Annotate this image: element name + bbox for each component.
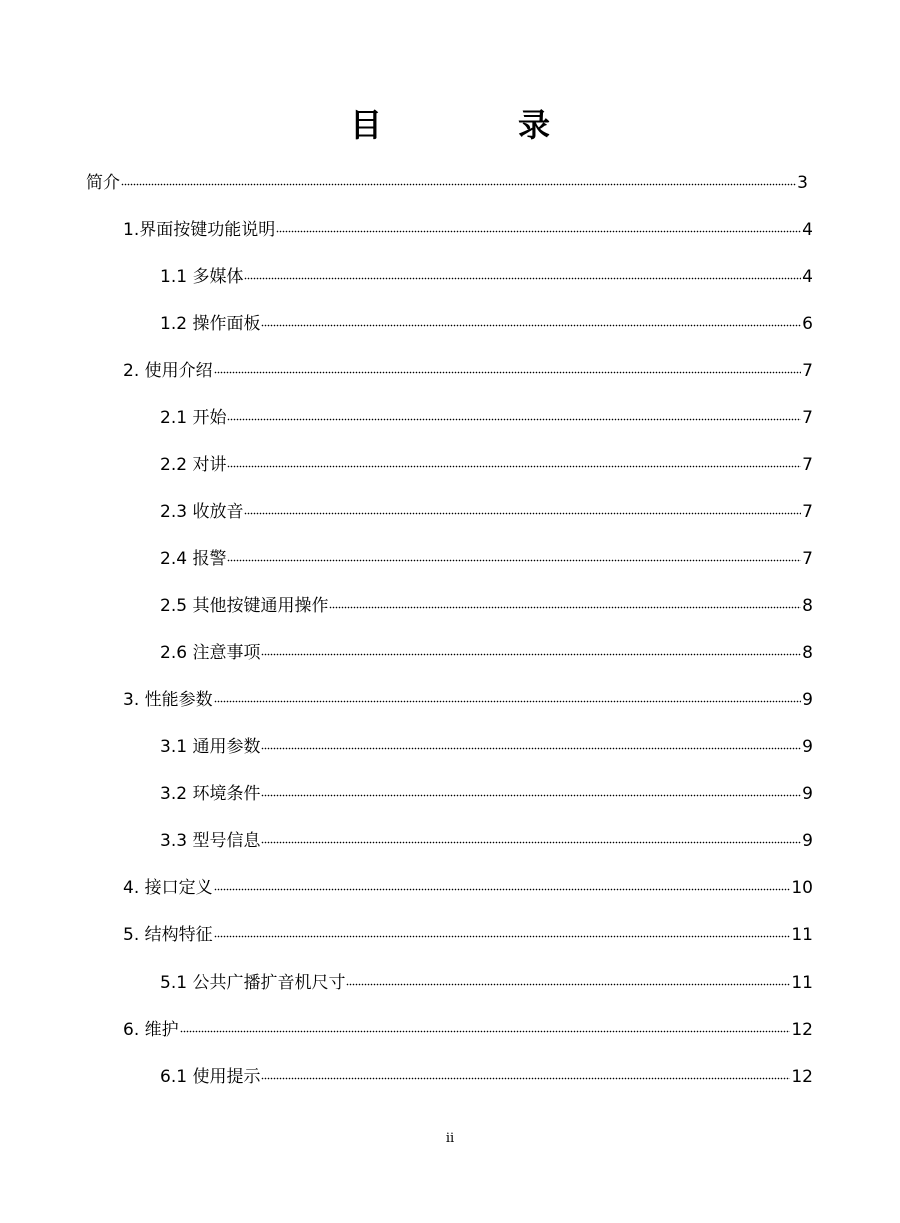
- toc-entry-page: 9: [802, 784, 813, 804]
- toc-entry[interactable]: [160, 301, 813, 348]
- toc-leader-dots: [214, 875, 791, 895]
- toc-leader-dots: [214, 358, 802, 378]
- toc-entry-page: 7: [802, 455, 813, 475]
- toc-entry-label: 3.2 环境条件: [160, 784, 261, 804]
- toc-entry-label: 6.1 使用提示: [160, 1067, 261, 1087]
- toc-leader-dots: [244, 264, 801, 284]
- toc-entry-page: 8: [802, 596, 813, 616]
- toc-entry-page: 6: [802, 314, 813, 334]
- toc-entry-label: 5.1 公共广播扩音机尺寸: [160, 973, 346, 993]
- page-number: ii: [445, 1131, 455, 1146]
- toc-leader-dots: [261, 734, 801, 754]
- toc-entry-page: 4: [802, 267, 813, 287]
- toc-entry-label: 1.1 多媒体: [160, 267, 244, 287]
- toc-entry-page: 8: [802, 643, 813, 663]
- toc-entry[interactable]: [123, 1007, 813, 1054]
- toc-entry[interactable]: [160, 771, 813, 818]
- toc-entry-page: 7: [802, 549, 813, 569]
- toc-entry[interactable]: [160, 536, 813, 583]
- toc-entry-page: 12: [791, 1020, 813, 1040]
- toc-entry-label: 3.1 通用参数: [160, 737, 261, 757]
- toc-leader-dots: [227, 452, 801, 472]
- toc-entry[interactable]: [123, 865, 813, 912]
- toc-entry[interactable]: [123, 207, 813, 254]
- toc-entry-page: 4: [802, 220, 813, 240]
- toc-entry-page: 9: [802, 737, 813, 757]
- toc-entry-page: 12: [791, 1067, 813, 1087]
- toc-entry-label: 1.2 操作面板: [160, 314, 261, 334]
- toc-entry-label: 简介: [86, 173, 120, 193]
- toc-entry-label: 4. 接口定义: [123, 878, 213, 898]
- toc-entry[interactable]: [86, 160, 808, 207]
- toc-entry-label: 2. 使用介绍: [123, 361, 213, 381]
- toc-entry-page: 10: [791, 878, 813, 898]
- toc-leader-dots: [261, 640, 801, 660]
- toc-entry[interactable]: [160, 630, 813, 677]
- toc-leader-dots: [180, 1017, 791, 1037]
- toc-entry[interactable]: [123, 348, 813, 395]
- toc-entry-label: 3. 性能参数: [123, 690, 213, 710]
- toc-entry-page: 7: [802, 408, 813, 428]
- toc-leader-dots: [261, 1064, 790, 1084]
- toc-entry[interactable]: [160, 724, 813, 771]
- toc-entry[interactable]: [160, 1054, 813, 1101]
- toc-entry-page: 9: [802, 831, 813, 851]
- toc-entry-page: 7: [802, 502, 813, 522]
- toc-leader-dots: [261, 781, 801, 801]
- toc-leader-dots: [276, 217, 801, 237]
- toc-entry[interactable]: [160, 442, 813, 489]
- toc-leader-dots: [214, 922, 791, 942]
- toc-entry[interactable]: [123, 677, 813, 724]
- toc-entry-page: 3: [797, 173, 808, 193]
- toc-leader-dots: [346, 970, 790, 990]
- toc-entry-label: 2.4 报警: [160, 549, 227, 569]
- toc-entry[interactable]: [160, 395, 813, 442]
- toc-entry-label: 2.5 其他按键通用操作: [160, 596, 329, 616]
- toc-entry-label: 2.1 开始: [160, 408, 227, 428]
- page-title: 目 录: [349, 106, 602, 144]
- toc-leader-dots: [227, 546, 801, 566]
- toc-entry[interactable]: [123, 912, 813, 959]
- toc-entry-page: 9: [802, 690, 813, 710]
- toc-leader-dots: [121, 170, 796, 190]
- toc-entry[interactable]: [160, 489, 813, 536]
- toc-entry-label: 5. 结构特征: [123, 925, 213, 945]
- toc-entry[interactable]: [160, 818, 813, 865]
- toc-entry[interactable]: [160, 583, 813, 630]
- toc-entry-label: 3.3 型号信息: [160, 831, 261, 851]
- toc-entry-page: 7: [802, 361, 813, 381]
- toc-entry-label: 6. 维护: [123, 1020, 179, 1040]
- toc-leader-dots: [329, 593, 801, 613]
- toc-entry-label: 2.2 对讲: [160, 455, 227, 475]
- toc-leader-dots: [214, 687, 802, 707]
- toc-entry-label: 2.6 注意事项: [160, 643, 261, 663]
- toc-leader-dots: [261, 311, 801, 331]
- toc-entry-page: 11: [791, 925, 813, 945]
- toc-leader-dots: [261, 828, 801, 848]
- toc-entry[interactable]: [160, 254, 813, 301]
- toc-leader-dots: [244, 499, 801, 519]
- toc-leader-dots: [227, 405, 801, 425]
- toc-entry[interactable]: [160, 960, 813, 1007]
- toc-entry-label: 2.3 收放音: [160, 502, 244, 522]
- toc-entry-page: 11: [791, 973, 813, 993]
- toc-entry-label: 1.界面按键功能说明: [123, 220, 276, 240]
